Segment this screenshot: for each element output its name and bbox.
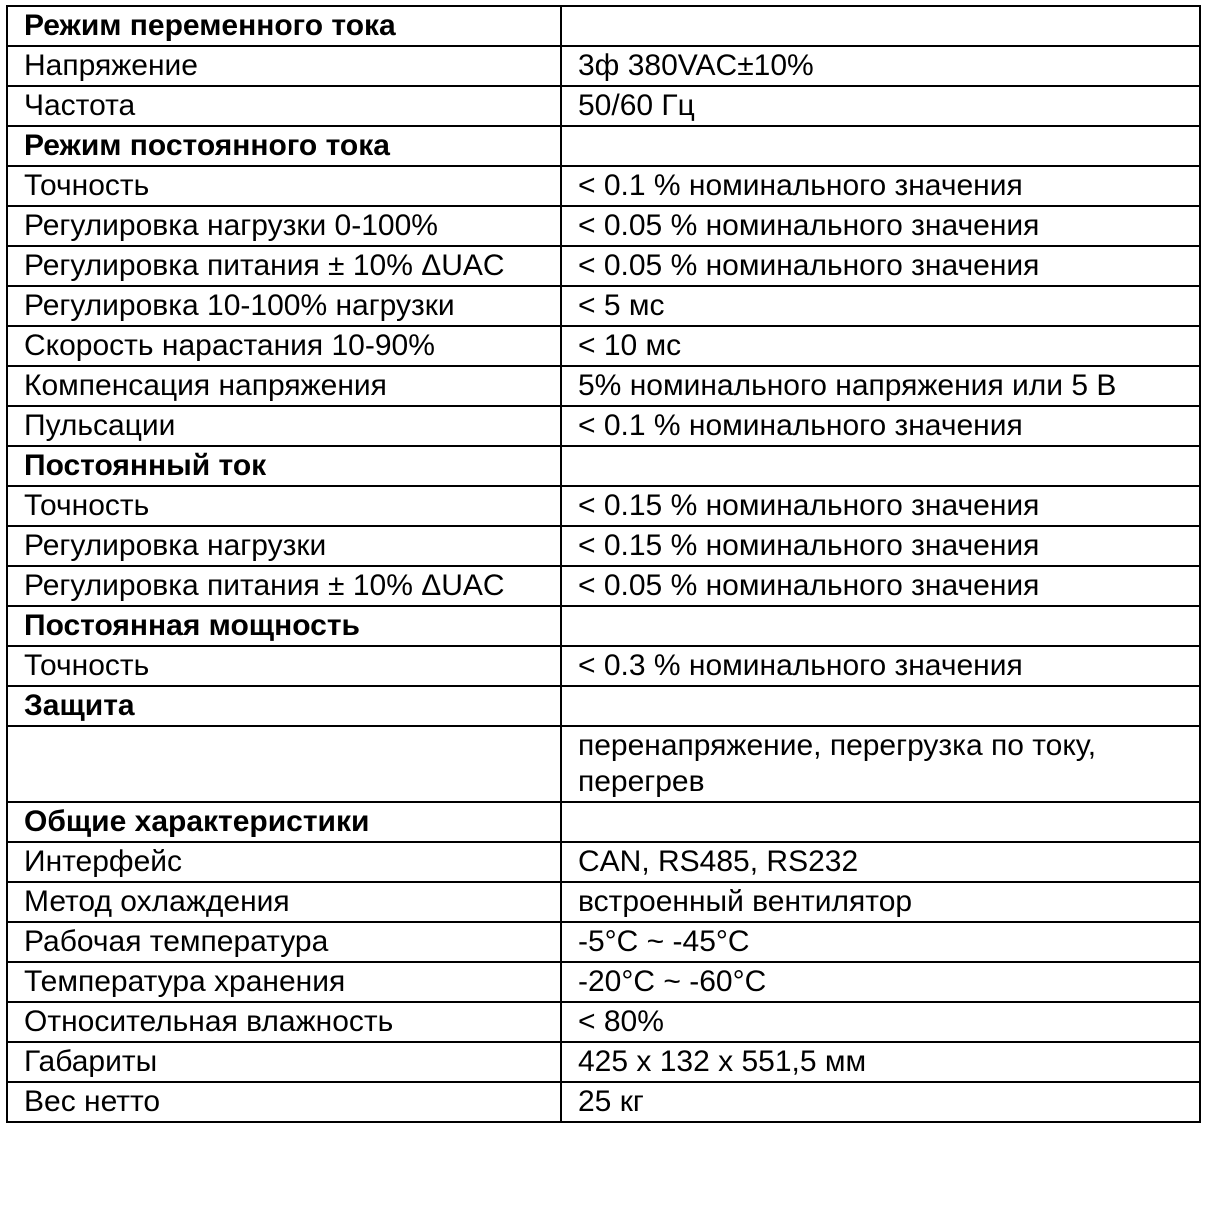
parameter-value: < 0.15 % номинального значения: [561, 486, 1200, 526]
table-row: [7, 166, 1200, 206]
parameter-label: Регулировка нагрузки: [7, 526, 561, 566]
table-row: [7, 1002, 1200, 1042]
parameter-label: Габариты: [7, 1042, 561, 1082]
section-header-row: [7, 606, 1200, 646]
parameter-value: < 5 мс: [561, 286, 1200, 326]
table-row: [7, 86, 1200, 126]
section-header-row: [7, 686, 1200, 726]
parameter-label: Точность: [7, 486, 561, 526]
parameter-value: [561, 6, 1200, 46]
parameter-value: [561, 802, 1200, 842]
parameter-label: Вес нетто: [7, 1082, 561, 1122]
parameter-value: -20°C ~ -60°C: [561, 962, 1200, 1002]
parameter-value: < 0.15 % номинального значения: [561, 526, 1200, 566]
parameter-value: 425 x 132 x 551,5 мм: [561, 1042, 1200, 1082]
parameter-label: Регулировка нагрузки 0-100%: [7, 206, 561, 246]
table-row: [7, 1082, 1200, 1122]
table-row: [7, 726, 1200, 802]
parameter-value: < 0.05 % номинального значения: [561, 566, 1200, 606]
parameter-value: < 0.05 % номинального значения: [561, 206, 1200, 246]
parameter-value: [561, 606, 1200, 646]
parameter-label: Напряжение: [7, 46, 561, 86]
parameter-label: Рабочая температура: [7, 922, 561, 962]
table-row: [7, 1042, 1200, 1082]
section-title: Защита: [7, 686, 561, 726]
section-title: Режим постоянного тока: [7, 126, 561, 166]
parameter-label: Температура хранения: [7, 962, 561, 1002]
table-row: [7, 406, 1200, 446]
parameter-value: [561, 686, 1200, 726]
parameter-value: -5°C ~ -45°C: [561, 922, 1200, 962]
parameter-value: < 80%: [561, 1002, 1200, 1042]
parameter-value: встроенный вентилятор: [561, 882, 1200, 922]
parameter-label: Метод охлаждения: [7, 882, 561, 922]
table-row: [7, 566, 1200, 606]
parameter-label: [7, 726, 561, 802]
parameter-value: перенапряжение, перегрузка по току, перегрев: [561, 726, 1200, 802]
table-row: [7, 286, 1200, 326]
table-row: [7, 646, 1200, 686]
spec-table-body: [7, 6, 1200, 1122]
parameter-value: 3ф 380VAC±10%: [561, 46, 1200, 86]
parameter-value: CAN, RS485, RS232: [561, 842, 1200, 882]
spec-table: [6, 5, 1201, 1123]
parameter-label: Регулировка питания ± 10% ΔUAC: [7, 566, 561, 606]
section-header-row: [7, 446, 1200, 486]
section-title: Общие характеристики: [7, 802, 561, 842]
parameter-label: Скорость нарастания 10-90%: [7, 326, 561, 366]
table-row: [7, 206, 1200, 246]
section-header-row: [7, 6, 1200, 46]
parameter-value: < 10 мс: [561, 326, 1200, 366]
parameter-value: < 0.3 % номинального значения: [561, 646, 1200, 686]
table-row: [7, 246, 1200, 286]
section-header-row: [7, 126, 1200, 166]
table-row: [7, 882, 1200, 922]
parameter-label: Относительная влажность: [7, 1002, 561, 1042]
section-title: Постоянный ток: [7, 446, 561, 486]
section-header-row: [7, 802, 1200, 842]
parameter-label: Точность: [7, 646, 561, 686]
table-row: [7, 46, 1200, 86]
parameter-value: < 0.1 % номинального значения: [561, 166, 1200, 206]
parameter-value: [561, 446, 1200, 486]
table-row: [7, 922, 1200, 962]
parameter-label: Регулировка 10-100% нагрузки: [7, 286, 561, 326]
parameter-value: 50/60 Гц: [561, 86, 1200, 126]
table-row: [7, 842, 1200, 882]
table-row: [7, 526, 1200, 566]
parameter-value: [561, 126, 1200, 166]
table-row: [7, 326, 1200, 366]
parameter-label: Частота: [7, 86, 561, 126]
parameter-value: < 0.1 % номинального значения: [561, 406, 1200, 446]
parameter-value: 25 кг: [561, 1082, 1200, 1122]
parameter-label: Интерфейс: [7, 842, 561, 882]
parameter-label: Пульсации: [7, 406, 561, 446]
table-row: [7, 366, 1200, 406]
section-title: Режим переменного тока: [7, 6, 561, 46]
parameter-label: Регулировка питания ± 10% ΔUAC: [7, 246, 561, 286]
parameter-value: < 0.05 % номинального значения: [561, 246, 1200, 286]
parameter-value: 5% номинального напряжения или 5 В: [561, 366, 1200, 406]
section-title: Постоянная мощность: [7, 606, 561, 646]
table-row: [7, 962, 1200, 1002]
table-row: [7, 486, 1200, 526]
parameter-label: Точность: [7, 166, 561, 206]
parameter-label: Компенсация напряжения: [7, 366, 561, 406]
